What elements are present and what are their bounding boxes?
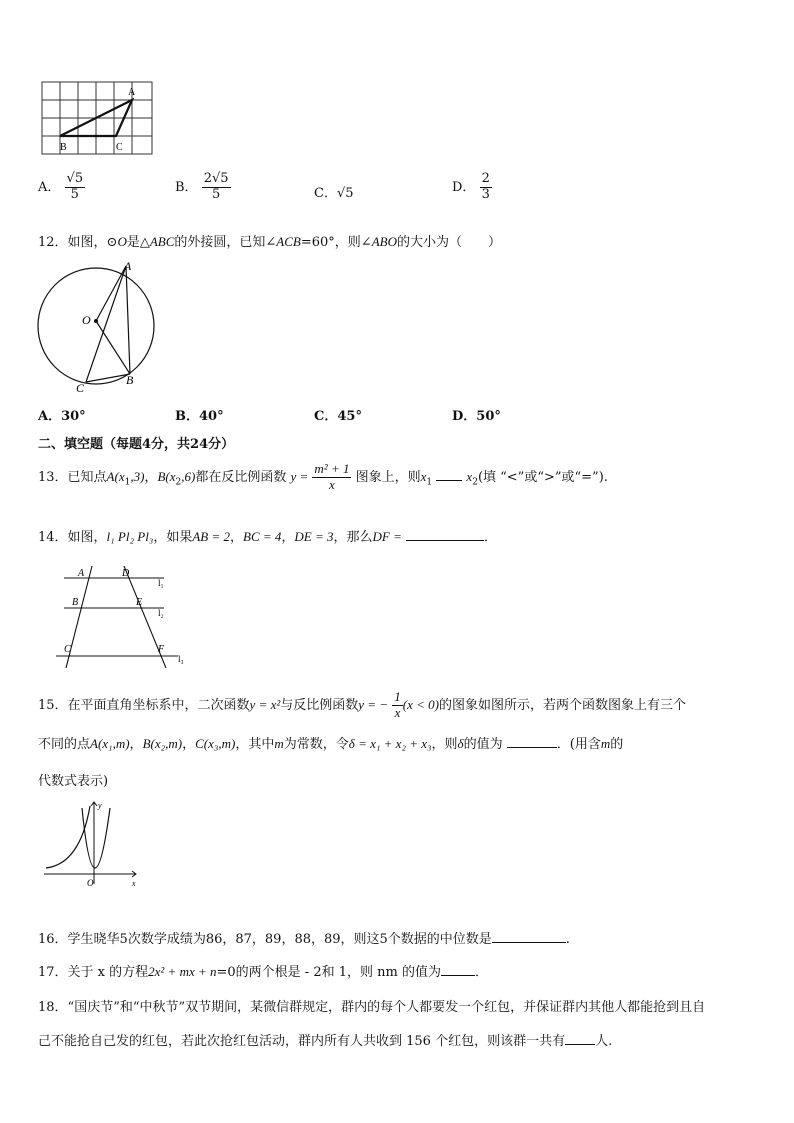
q12-label-c: C (76, 381, 85, 395)
q11-option-b[interactable]: B． $\frac{2√5}{5}$ (175, 171, 229, 202)
q14-label-b: B (72, 597, 79, 608)
q16-question: 16．学生晓华5次数学成绩为86，87，89，88，89，则这5个数据的中位数是 . (38, 932, 570, 947)
q17-answer-blank[interactable] (441, 975, 475, 976)
q18-answer-blank[interactable] (565, 1044, 595, 1045)
q13-question: 13．已知点$A(x_1,3)$，$B(x_2,6)$都在反比例函数 y = $\frac{\text{m² + 1}}{x}$ 图象上，则$x_1$ $x_2$(填 “<”或“>”或“=”). (38, 461, 608, 492)
q14-answer-blank[interactable] (406, 540, 484, 541)
q12-label-b: B (126, 373, 134, 387)
q11-option-c[interactable]: C．√5 (314, 186, 354, 201)
q11-option-b-frac: $\frac{2√5}{5}$ (203, 171, 229, 202)
q18-line2: 己不能抢自己发的红包，若此次抢红包活动，群内所有人共收到 156 个红包，则该群一共有 人. (38, 1034, 613, 1049)
q14-parallel-lines-figure (54, 560, 194, 672)
q15-line1: 15．在平面直角坐标系中，二次函数y = x²与反比例函数y = − $\frac{1}{x}$ (x < 0)的图象如图所示，若两个函数图象上有三个 (38, 689, 686, 720)
q11-label-b: B (60, 142, 67, 153)
q18-line1: 18．“国庆节”和“中秋节”双节期间，某微信群规定，群内的每个人都要发一个红包，并保证群内其他人都能抢到且自 (38, 1000, 706, 1015)
q12-circle-figure (34, 256, 162, 396)
q13-answer-blank[interactable] (436, 480, 462, 481)
q11-label-a: A (128, 87, 136, 98)
q14-question: 14．如图，l₁ Pl₂ Pl₃，如果AB = 2，BC = 4，DE = 3，那么DF = ． (38, 529, 498, 545)
q14-label-c: C (64, 644, 71, 655)
q14-label-d: D (122, 568, 130, 579)
q17-question: 17．关于 x 的方程2x² + mx + n=0的两个根是 - 2和 1，则 nm 的值为 ． (38, 964, 488, 980)
q12-label-a: A (124, 259, 132, 273)
q14-label-a: A (78, 568, 85, 579)
q11-label-c: C (116, 142, 123, 153)
q15-origin: O (87, 878, 94, 888)
q11-option-d[interactable]: D． $\frac{2}{3}$ (452, 171, 490, 202)
q15-axis-y: y (98, 801, 102, 810)
q15-graph-figure (40, 798, 144, 890)
q11-grid-figure (40, 80, 156, 158)
q16-answer-blank[interactable] (492, 942, 566, 943)
q12-option-d[interactable]: D．50° (452, 409, 501, 424)
q13-fraction: $\frac{\text{m² + 1}}{x}$ (314, 461, 350, 492)
q12-option-b[interactable]: B．40° (175, 409, 224, 424)
q11-option-a-frac: $\frac{√5}{5}$ (66, 171, 84, 202)
q11-option-d-frac: $\frac{2}{3}$ (481, 171, 490, 202)
q12-option-c[interactable]: C．45° (314, 409, 362, 424)
q15-line3: 代数式表示) (38, 774, 109, 789)
q15-fraction: $\frac{1}{x}$ (394, 689, 401, 720)
q14-label-l1: l₁ (158, 578, 164, 588)
q14-label-f: F (158, 644, 165, 655)
q15-answer-blank[interactable] (507, 747, 557, 748)
q14-label-e: E (136, 597, 143, 608)
q14-label-l2: l₂ (158, 608, 164, 618)
q15-line2: 不同的点A(x₁,m)，B(x₂,m)，C(x₃,m)，其中m为常数，令δ = x₁ + x₂ + x₃，则δ的值为 ．(用含m的 (38, 736, 624, 752)
q12-label-o: O (82, 313, 91, 327)
q15-axis-x: x (132, 879, 136, 888)
q11-option-a[interactable]: A． $\frac{√5}{5}$ (38, 171, 84, 202)
section-heading: 二、填空题（每题4分，共24分） (38, 437, 235, 452)
q12-option-a[interactable]: A．30° (38, 409, 86, 424)
q14-label-l3: l₃ (178, 654, 184, 664)
q12-question: 12．如图，⊙O是△ABC的外接圆，已知∠ACB=60°，则∠ABO的大小为（ ） (38, 234, 501, 250)
